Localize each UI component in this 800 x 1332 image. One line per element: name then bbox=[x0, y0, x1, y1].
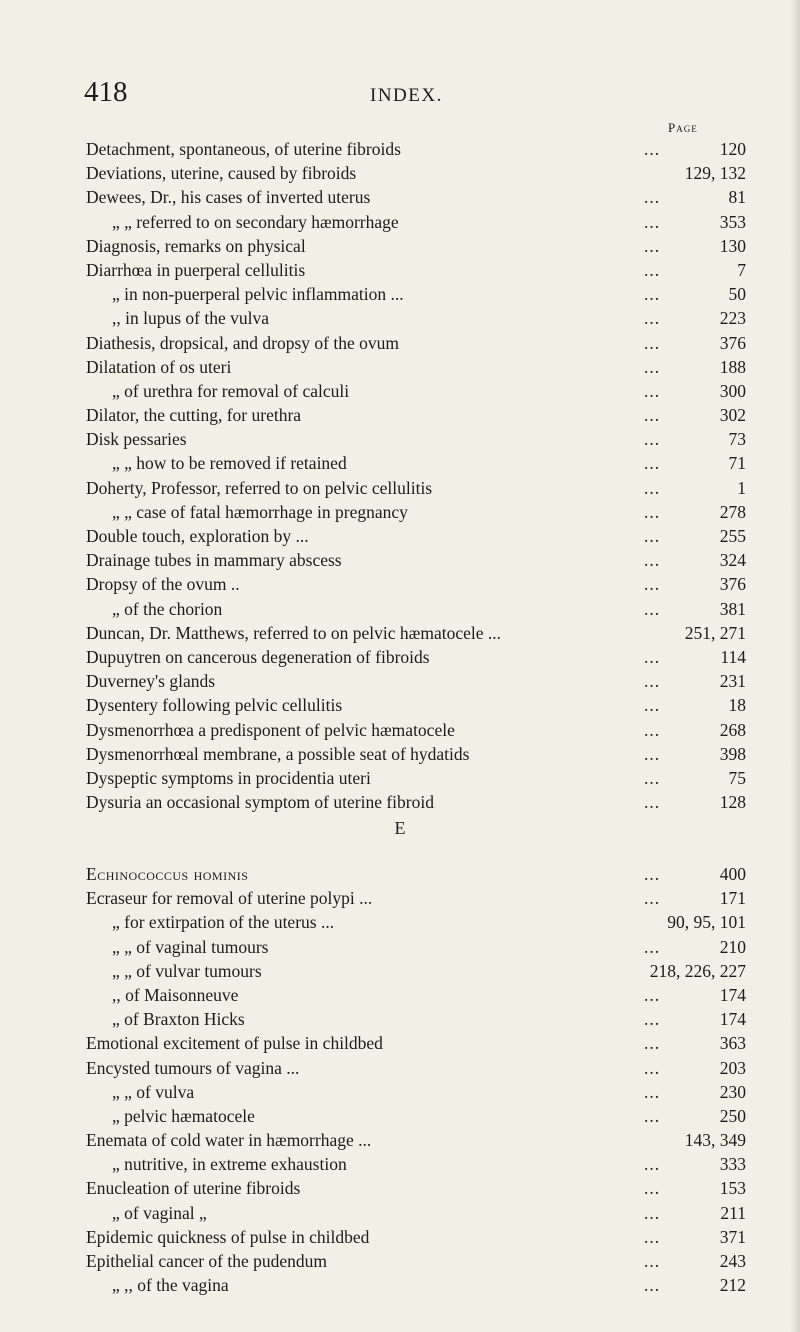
entry-text: Encysted tumours of vagina ... bbox=[86, 1057, 300, 1078]
entry-page-ref: 255 bbox=[719, 526, 746, 546]
index-entry bbox=[86, 597, 746, 621]
entry-text: Detachment, spontaneous, of uterine fibroids bbox=[86, 139, 401, 159]
entry-text: Dysmenorrhœal membrane, a possible seat of hydatids bbox=[86, 743, 470, 764]
entry-page-ref: 73 bbox=[728, 429, 746, 450]
index-entry bbox=[86, 1249, 746, 1273]
index-entry bbox=[86, 1176, 746, 1200]
entry-page-ref: 153 bbox=[719, 1178, 746, 1199]
entry-text: „ of the chorion bbox=[112, 598, 223, 619]
running-head bbox=[84, 76, 724, 108]
entry-text: „ pelvic hæmatocele bbox=[112, 1105, 255, 1126]
entry-page-ref: 18 bbox=[728, 695, 746, 716]
entry-leader: ... bbox=[644, 1178, 661, 1199]
index-entry bbox=[86, 621, 746, 645]
entry-text: „ of vaginal „ bbox=[112, 1202, 207, 1223]
entry-page-ref: 174 bbox=[719, 984, 746, 1005]
entry-leader: ... bbox=[644, 429, 661, 450]
entry-text: Diagnosis, remarks on physical bbox=[86, 235, 306, 256]
index-entry bbox=[86, 935, 746, 959]
entry-page-ref: 171 bbox=[719, 888, 746, 909]
entry-text: Duncan, Dr. Matthews, referred to on pelvic hæmatocele ... bbox=[86, 622, 502, 643]
entry-page-ref: 243 bbox=[719, 1251, 746, 1271]
index-entry bbox=[86, 983, 746, 1007]
entry-page-ref: 210 bbox=[719, 936, 746, 957]
entry-leader: ... bbox=[644, 405, 661, 426]
index-entry bbox=[86, 862, 746, 886]
index-entry bbox=[86, 355, 746, 379]
entry-leader: ... bbox=[644, 671, 661, 692]
index-entry bbox=[86, 258, 746, 282]
index-entry bbox=[86, 403, 746, 427]
entry-page-ref: 120 bbox=[719, 139, 746, 159]
index-entry bbox=[86, 524, 746, 548]
entry-page-ref: 231 bbox=[719, 671, 746, 692]
index-entry bbox=[86, 451, 746, 475]
entry-text: Dilator, the cutting, for urethra bbox=[86, 405, 302, 426]
entry-page-ref: 353 bbox=[719, 211, 746, 232]
entry-leader: ... bbox=[644, 1081, 661, 1102]
entry-text: Disk pessaries bbox=[86, 429, 187, 450]
index-entry bbox=[86, 790, 746, 814]
entry-text: „ „ case of fatal hæmorrhage in pregnancy bbox=[112, 501, 408, 522]
index-section-e bbox=[86, 862, 746, 1297]
entry-text: „ „ how to be removed if retained bbox=[112, 453, 347, 474]
index-entry bbox=[86, 1080, 746, 1104]
entry-leader: ... bbox=[644, 235, 661, 256]
entry-text: „ of urethra for removal of calculi bbox=[112, 380, 350, 401]
index-entry bbox=[86, 1273, 746, 1297]
entry-leader: ... bbox=[644, 308, 661, 329]
entry-leader: ... bbox=[644, 1202, 661, 1223]
index-entry bbox=[86, 379, 746, 403]
entry-text: Ecraseur for removal of uterine polypi ... bbox=[86, 888, 373, 909]
entry-leader: ... bbox=[644, 284, 661, 305]
entry-leader: ... bbox=[644, 792, 661, 813]
entry-text: „ for extirpation of the uterus ... bbox=[112, 912, 335, 933]
index-entry bbox=[86, 548, 746, 572]
entry-page-ref: 81 bbox=[728, 187, 746, 208]
entry-text: „ nutritive, in extreme exhaustion bbox=[112, 1154, 347, 1175]
entry-leader: ... bbox=[644, 743, 661, 764]
entry-page-ref: 376 bbox=[719, 574, 746, 595]
index-entry bbox=[86, 137, 746, 161]
entry-page-ref: 251, 271 bbox=[684, 622, 746, 643]
entry-leader: ... bbox=[644, 767, 661, 788]
entry-text: Echinococcus hominis bbox=[86, 864, 249, 884]
index-entry bbox=[86, 886, 746, 910]
entry-leader: ... bbox=[644, 501, 661, 522]
entry-text: „ in non-puerperal pelvic inflammation ... bbox=[112, 284, 404, 305]
entry-page-ref: 230 bbox=[719, 1081, 746, 1102]
index-entry bbox=[86, 185, 746, 209]
entry-text: Duverney's glands bbox=[86, 671, 216, 692]
entry-leader: ... bbox=[644, 695, 661, 716]
index-entry bbox=[86, 234, 746, 258]
entry-text: Dewees, Dr., his cases of inverted uterus bbox=[86, 187, 371, 208]
entry-text: Emotional excitement of pulse in childbed bbox=[86, 1033, 383, 1054]
entry-page-ref: 50 bbox=[728, 284, 746, 305]
entry-page-ref: 218, 226, 227 bbox=[649, 960, 746, 981]
entry-text: Dyspeptic symptoms in procidentia uteri bbox=[86, 767, 371, 788]
entry-text: „ ,, of the vagina bbox=[112, 1275, 229, 1296]
index-entry bbox=[86, 1128, 746, 1152]
entry-text: Diathesis, dropsical, and dropsy of the ovum bbox=[86, 332, 400, 353]
entry-page-ref: 302 bbox=[719, 405, 746, 426]
index-entry bbox=[86, 1201, 746, 1225]
index-entry bbox=[86, 306, 746, 330]
page-column-label: Page bbox=[668, 120, 698, 135]
index-entry bbox=[86, 1104, 746, 1128]
entry-text: Epidemic quickness of pulse in childbed bbox=[86, 1226, 370, 1247]
entry-page-ref: 174 bbox=[719, 1009, 746, 1030]
entry-text: Enucleation of uterine fibroids bbox=[86, 1178, 301, 1199]
entry-page-ref: 371 bbox=[719, 1226, 746, 1247]
entry-page-ref: 128 bbox=[719, 792, 746, 813]
entry-page-ref: 398 bbox=[719, 743, 746, 764]
index-entry bbox=[86, 572, 746, 596]
entry-text: „ „ of vaginal tumours bbox=[112, 936, 269, 957]
page-edge-shadow bbox=[790, 0, 800, 1332]
entry-text: ,, of Maisonneuve bbox=[112, 984, 239, 1005]
index-entry bbox=[86, 693, 746, 717]
index-entry bbox=[86, 331, 746, 355]
index-entry bbox=[86, 718, 746, 742]
entry-leader: ... bbox=[644, 984, 661, 1005]
entry-text: Dysuria an occasional symptom of uterine fibroid bbox=[86, 792, 434, 813]
page-number: 418 bbox=[84, 76, 128, 108]
entry-page-ref: 268 bbox=[719, 719, 746, 740]
index-entry bbox=[86, 959, 746, 983]
entry-text: Diarrhœa in puerperal cellulitis bbox=[86, 259, 306, 280]
entry-leader: ... bbox=[644, 356, 661, 377]
entry-leader: ... bbox=[644, 598, 661, 619]
index-entry bbox=[86, 669, 746, 693]
index-entry bbox=[86, 161, 746, 185]
entry-page-ref: 376 bbox=[719, 332, 746, 353]
entry-leader: ... bbox=[644, 380, 661, 401]
entry-text: „ „ of vulvar tumours bbox=[112, 960, 262, 981]
entry-text: Dysmenorrhœa a predisponent of pelvic hæmatocele bbox=[86, 719, 455, 740]
entry-page-ref: 130 bbox=[719, 235, 746, 256]
entry-leader: ... bbox=[644, 1275, 661, 1296]
entry-leader: ... bbox=[644, 187, 661, 208]
entry-leader: ... bbox=[644, 864, 661, 884]
entry-page-ref: 7 bbox=[737, 259, 746, 280]
entry-leader: ... bbox=[644, 1251, 661, 1271]
entry-page-ref: 300 bbox=[719, 380, 746, 401]
index-entry bbox=[86, 910, 746, 934]
entry-text: Enemata of cold water in hæmorrhage ... bbox=[86, 1130, 372, 1151]
index-entry bbox=[86, 1225, 746, 1249]
entry-leader: ... bbox=[644, 646, 661, 667]
entry-text: „ „ of vulva bbox=[112, 1081, 195, 1102]
index-entry bbox=[86, 1007, 746, 1031]
entry-text: „ of Braxton Hicks bbox=[112, 1009, 245, 1030]
entry-leader: ... bbox=[644, 550, 661, 571]
entry-text: Dilatation of os uteri bbox=[86, 356, 232, 377]
entry-leader: ... bbox=[644, 1009, 661, 1030]
entry-page-ref: 129, 132 bbox=[684, 163, 746, 184]
entry-page-ref: 143, 349 bbox=[684, 1130, 746, 1151]
entry-page-ref: 250 bbox=[719, 1105, 746, 1126]
entry-page-ref: 71 bbox=[728, 453, 746, 474]
entry-text: Epithelial cancer of the pudendum bbox=[86, 1251, 328, 1271]
index-entry bbox=[86, 742, 746, 766]
entry-leader: ... bbox=[644, 1226, 661, 1247]
entry-page-ref: 90, 95, 101 bbox=[667, 912, 746, 933]
entry-leader: ... bbox=[644, 139, 661, 159]
entry-leader: ... bbox=[644, 526, 661, 546]
index-entry bbox=[86, 1056, 746, 1080]
entry-leader: ... bbox=[644, 1105, 661, 1126]
entry-page-ref: 188 bbox=[719, 356, 746, 377]
index-section-d bbox=[86, 137, 746, 814]
entry-text: Dropsy of the ovum .. bbox=[86, 574, 240, 595]
entry-page-ref: 324 bbox=[719, 550, 746, 571]
running-title: INDEX. bbox=[370, 85, 443, 106]
entry-leader: ... bbox=[644, 888, 661, 909]
entry-text: Drainage tubes in mammary abscess bbox=[86, 550, 342, 571]
entry-text: Dupuytren on cancerous degeneration of fibroids bbox=[86, 646, 430, 667]
index-entry bbox=[86, 427, 746, 451]
entry-leader: ... bbox=[644, 719, 661, 740]
entry-page-ref: 278 bbox=[719, 501, 746, 522]
entry-page-ref: 381 bbox=[719, 598, 746, 619]
index-entry bbox=[86, 766, 746, 790]
entry-page-ref: 1 bbox=[737, 477, 746, 498]
index-entry bbox=[86, 1031, 746, 1055]
entry-leader: ... bbox=[644, 1057, 661, 1078]
entry-page-ref: 333 bbox=[719, 1154, 746, 1175]
entry-page-ref: 400 bbox=[719, 864, 746, 884]
entry-text: Double touch, exploration by ... bbox=[86, 526, 309, 546]
index-entry bbox=[86, 645, 746, 669]
entry-page-ref: 211 bbox=[720, 1202, 746, 1223]
entry-leader: ... bbox=[644, 936, 661, 957]
entry-text: Dysentery following pelvic cellulitis bbox=[86, 695, 343, 716]
entry-text: Doherty, Professor, referred to on pelvic cellulitis bbox=[86, 477, 433, 498]
index-entry bbox=[86, 210, 746, 234]
index-entry bbox=[86, 1152, 746, 1176]
index-entry bbox=[86, 282, 746, 306]
entry-leader: ... bbox=[644, 259, 661, 280]
entry-leader: ... bbox=[644, 453, 661, 474]
index-entry bbox=[86, 500, 746, 524]
entry-page-ref: 203 bbox=[719, 1057, 746, 1078]
entry-page-ref: 114 bbox=[720, 646, 746, 667]
entry-page-ref: 75 bbox=[728, 767, 746, 788]
entry-leader: ... bbox=[644, 332, 661, 353]
entry-page-ref: 212 bbox=[719, 1275, 746, 1296]
entry-leader: ... bbox=[644, 1033, 661, 1054]
section-letter-e: E bbox=[394, 818, 406, 838]
index-entry bbox=[86, 476, 746, 500]
entry-leader: ... bbox=[644, 211, 661, 232]
entry-text: „ „ referred to on secondary hæmorrhage bbox=[112, 211, 399, 232]
entry-leader: ... bbox=[644, 477, 661, 498]
entry-page-ref: 223 bbox=[719, 308, 746, 329]
entry-text: ,, in lupus of the vulva bbox=[112, 308, 269, 329]
entry-leader: ... bbox=[644, 1154, 661, 1175]
entry-page-ref: 363 bbox=[719, 1033, 746, 1054]
entry-leader: ... bbox=[644, 574, 661, 595]
entry-text: Deviations, uterine, caused by fibroids bbox=[86, 163, 357, 184]
